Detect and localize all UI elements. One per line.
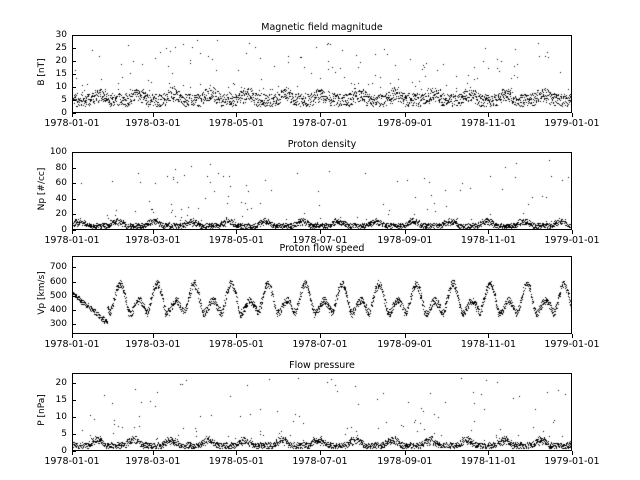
x-tick-mark bbox=[236, 230, 237, 234]
x-tick-label: 1978-01-01 bbox=[44, 339, 100, 350]
x-tick-label: 1978-07-01 bbox=[292, 118, 348, 129]
y-tick-label: 30 bbox=[55, 30, 67, 40]
y-tick-mark bbox=[72, 152, 76, 153]
y-tick-label: 100 bbox=[49, 147, 67, 157]
x-tick-mark bbox=[572, 230, 573, 234]
panel-proton-flow-speed bbox=[72, 243, 572, 334]
y-tick-mark bbox=[72, 417, 76, 418]
x-tick-label: 1978-03-01 bbox=[125, 235, 181, 246]
y-axis-label: Vp [km/s] bbox=[37, 271, 47, 315]
x-tick-label: 1978-05-01 bbox=[208, 235, 264, 246]
y-tick-label: 5 bbox=[61, 429, 67, 440]
axes-frame bbox=[72, 373, 572, 451]
axes-frame bbox=[72, 152, 572, 230]
x-tick-mark bbox=[236, 451, 237, 455]
y-tick-label: 0 bbox=[61, 225, 67, 235]
x-tick-mark bbox=[320, 334, 321, 338]
panel-flow-pressure bbox=[72, 360, 572, 451]
y-tick-label: 500 bbox=[49, 290, 67, 301]
x-tick-mark bbox=[405, 451, 406, 455]
axes-frame bbox=[72, 256, 572, 334]
x-tick-label: 1978-01-01 bbox=[44, 118, 100, 129]
y-tick-label: 600 bbox=[49, 276, 67, 287]
x-tick-label: 1978-09-01 bbox=[377, 235, 433, 246]
x-tick-label: 1978-01-01 bbox=[44, 456, 100, 467]
data-points bbox=[73, 36, 572, 113]
x-tick-mark bbox=[405, 113, 406, 117]
x-tick-mark bbox=[488, 113, 489, 117]
x-tick-mark bbox=[153, 334, 154, 338]
y-tick-label: 60 bbox=[55, 178, 67, 189]
y-tick-mark bbox=[72, 74, 76, 75]
y-tick-label: 10 bbox=[55, 82, 67, 92]
x-tick-mark bbox=[236, 334, 237, 338]
x-tick-mark bbox=[72, 451, 73, 455]
y-tick-mark bbox=[72, 310, 76, 311]
panel-title: Proton flow speed bbox=[279, 243, 365, 254]
x-tick-label: 1978-03-01 bbox=[125, 456, 181, 467]
x-tick-label: 1979-01-01 bbox=[544, 456, 600, 467]
x-tick-mark bbox=[236, 113, 237, 117]
x-tick-mark bbox=[572, 451, 573, 455]
y-tick-label: 300 bbox=[49, 319, 67, 330]
data-points bbox=[73, 374, 572, 451]
x-tick-mark bbox=[320, 113, 321, 117]
y-tick-mark bbox=[72, 35, 76, 36]
y-tick-label: 25 bbox=[55, 43, 67, 53]
x-tick-label: 1979-01-01 bbox=[544, 339, 600, 350]
y-tick-label: 5 bbox=[61, 95, 67, 105]
x-tick-mark bbox=[488, 451, 489, 455]
y-tick-label: 15 bbox=[55, 395, 67, 406]
x-tick-mark bbox=[572, 334, 573, 338]
y-tick-mark bbox=[72, 87, 76, 88]
y-tick-label: 0 bbox=[61, 108, 67, 118]
x-tick-mark bbox=[405, 334, 406, 338]
y-tick-label: 40 bbox=[55, 193, 67, 204]
x-tick-label: 1978-09-01 bbox=[377, 339, 433, 350]
x-tick-label: 1978-05-01 bbox=[208, 339, 264, 350]
data-points bbox=[73, 153, 572, 230]
y-axis-label: Np [#/cc] bbox=[37, 167, 47, 211]
x-tick-mark bbox=[405, 230, 406, 234]
x-tick-label: 1978-03-01 bbox=[125, 118, 181, 129]
x-tick-label: 1978-01-01 bbox=[44, 235, 100, 246]
x-tick-label: 1978-05-01 bbox=[208, 456, 264, 467]
y-tick-mark bbox=[72, 434, 76, 435]
x-tick-label: 1978-07-01 bbox=[292, 456, 348, 467]
x-tick-label: 1978-05-01 bbox=[208, 118, 264, 129]
x-tick-mark bbox=[72, 230, 73, 234]
x-tick-mark bbox=[153, 230, 154, 234]
panel-proton-density bbox=[72, 139, 572, 230]
y-tick-label: 20 bbox=[55, 56, 67, 66]
y-tick-mark bbox=[72, 100, 76, 101]
x-tick-mark bbox=[72, 334, 73, 338]
panel-title: Magnetic field magnitude bbox=[261, 22, 383, 33]
x-tick-mark bbox=[320, 451, 321, 455]
x-tick-label: 1978-03-01 bbox=[125, 339, 181, 350]
y-tick-mark bbox=[72, 267, 76, 268]
y-tick-label: 0 bbox=[61, 446, 67, 456]
y-tick-label: 20 bbox=[55, 378, 67, 389]
y-tick-label: 20 bbox=[55, 209, 67, 220]
panel-title: Proton density bbox=[287, 139, 357, 150]
panel-title: Flow pressure bbox=[289, 360, 355, 371]
x-tick-label: 1978-07-01 bbox=[292, 339, 348, 350]
y-tick-mark bbox=[72, 296, 76, 297]
y-tick-mark bbox=[72, 48, 76, 49]
x-tick-label: 1979-01-01 bbox=[544, 235, 600, 246]
y-tick-mark bbox=[72, 282, 76, 283]
x-tick-label: 1979-01-01 bbox=[544, 118, 600, 129]
y-axis-label: P [nPa] bbox=[37, 394, 47, 426]
y-tick-mark bbox=[72, 61, 76, 62]
x-tick-mark bbox=[153, 451, 154, 455]
y-tick-mark bbox=[72, 214, 76, 215]
y-tick-label: 10 bbox=[55, 412, 67, 423]
y-tick-mark bbox=[72, 324, 76, 325]
y-tick-mark bbox=[72, 183, 76, 184]
y-tick-label: 80 bbox=[55, 162, 67, 173]
y-tick-mark bbox=[72, 400, 76, 401]
y-axis-label: B [nT] bbox=[37, 58, 47, 86]
x-tick-label: 1978-11-01 bbox=[460, 118, 517, 129]
y-tick-mark bbox=[72, 199, 76, 200]
y-tick-label: 400 bbox=[49, 304, 67, 315]
x-tick-label: 1978-09-01 bbox=[377, 456, 433, 467]
x-tick-label: 1978-11-01 bbox=[460, 339, 517, 350]
x-tick-mark bbox=[572, 113, 573, 117]
x-tick-label: 1978-07-01 bbox=[292, 235, 348, 246]
x-tick-mark bbox=[488, 230, 489, 234]
data-points bbox=[73, 257, 572, 334]
x-tick-label: 1978-11-01 bbox=[460, 235, 517, 246]
x-tick-mark bbox=[72, 113, 73, 117]
y-tick-label: 15 bbox=[55, 69, 67, 79]
y-tick-mark bbox=[72, 383, 76, 384]
x-tick-mark bbox=[320, 230, 321, 234]
x-tick-label: 1978-11-01 bbox=[460, 456, 517, 467]
axes-frame bbox=[72, 35, 572, 113]
y-tick-mark bbox=[72, 168, 76, 169]
x-tick-mark bbox=[488, 334, 489, 338]
x-tick-label: 1978-09-01 bbox=[377, 118, 433, 129]
panel-magnetic-field-magnitude bbox=[72, 22, 572, 113]
x-tick-mark bbox=[153, 113, 154, 117]
y-tick-label: 700 bbox=[49, 262, 67, 273]
